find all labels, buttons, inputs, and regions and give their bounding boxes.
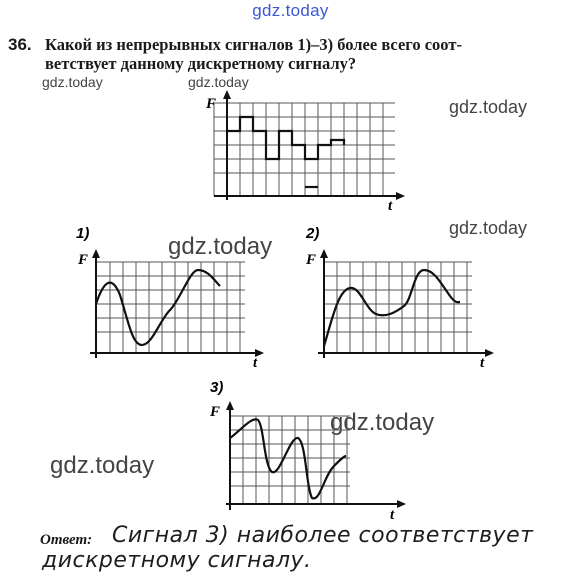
y-axis-label: F (210, 404, 221, 420)
discrete-signal-graph (200, 88, 410, 213)
answer-line-2: дискретному сигналу. (42, 548, 312, 573)
watermark: gdz.today (168, 233, 273, 260)
answer-label: Ответ: (40, 532, 93, 548)
watermark: gdz.today (50, 452, 155, 479)
option-2-graph (300, 220, 505, 370)
x-axis-label: t (480, 355, 485, 370)
option-3-label: 3) (210, 379, 224, 396)
y-axis-label: F (306, 252, 317, 268)
task-number: 36. (8, 35, 32, 54)
option-3-graph (200, 376, 410, 526)
x-axis-label: t (390, 507, 395, 523)
watermark: gdz.today (449, 97, 528, 117)
watermark: gdz.today (449, 218, 528, 238)
question-line-1: Какой из непрерывных сигналов 1)–3) более всего соот- (45, 35, 462, 54)
answer-line-1: Сигнал 3) наиболее соответствует (112, 523, 534, 548)
x-axis-label: t (253, 355, 258, 370)
watermark: gdz.today (188, 74, 249, 90)
watermark: gdz.today (42, 74, 103, 90)
option-2-label: 2) (306, 225, 320, 242)
task-question (45, 35, 575, 73)
top-watermark: gdz.today (252, 1, 329, 20)
x-axis-label: t (388, 198, 393, 213)
watermark: gdz.today (330, 409, 435, 436)
question-line-2: ветствует данному дискретному сигналу? (45, 54, 357, 73)
y-axis-label: F (78, 252, 89, 268)
option-1-graph (70, 220, 275, 370)
y-axis-label: F (206, 96, 217, 112)
option-1-label: 1) (76, 225, 90, 242)
